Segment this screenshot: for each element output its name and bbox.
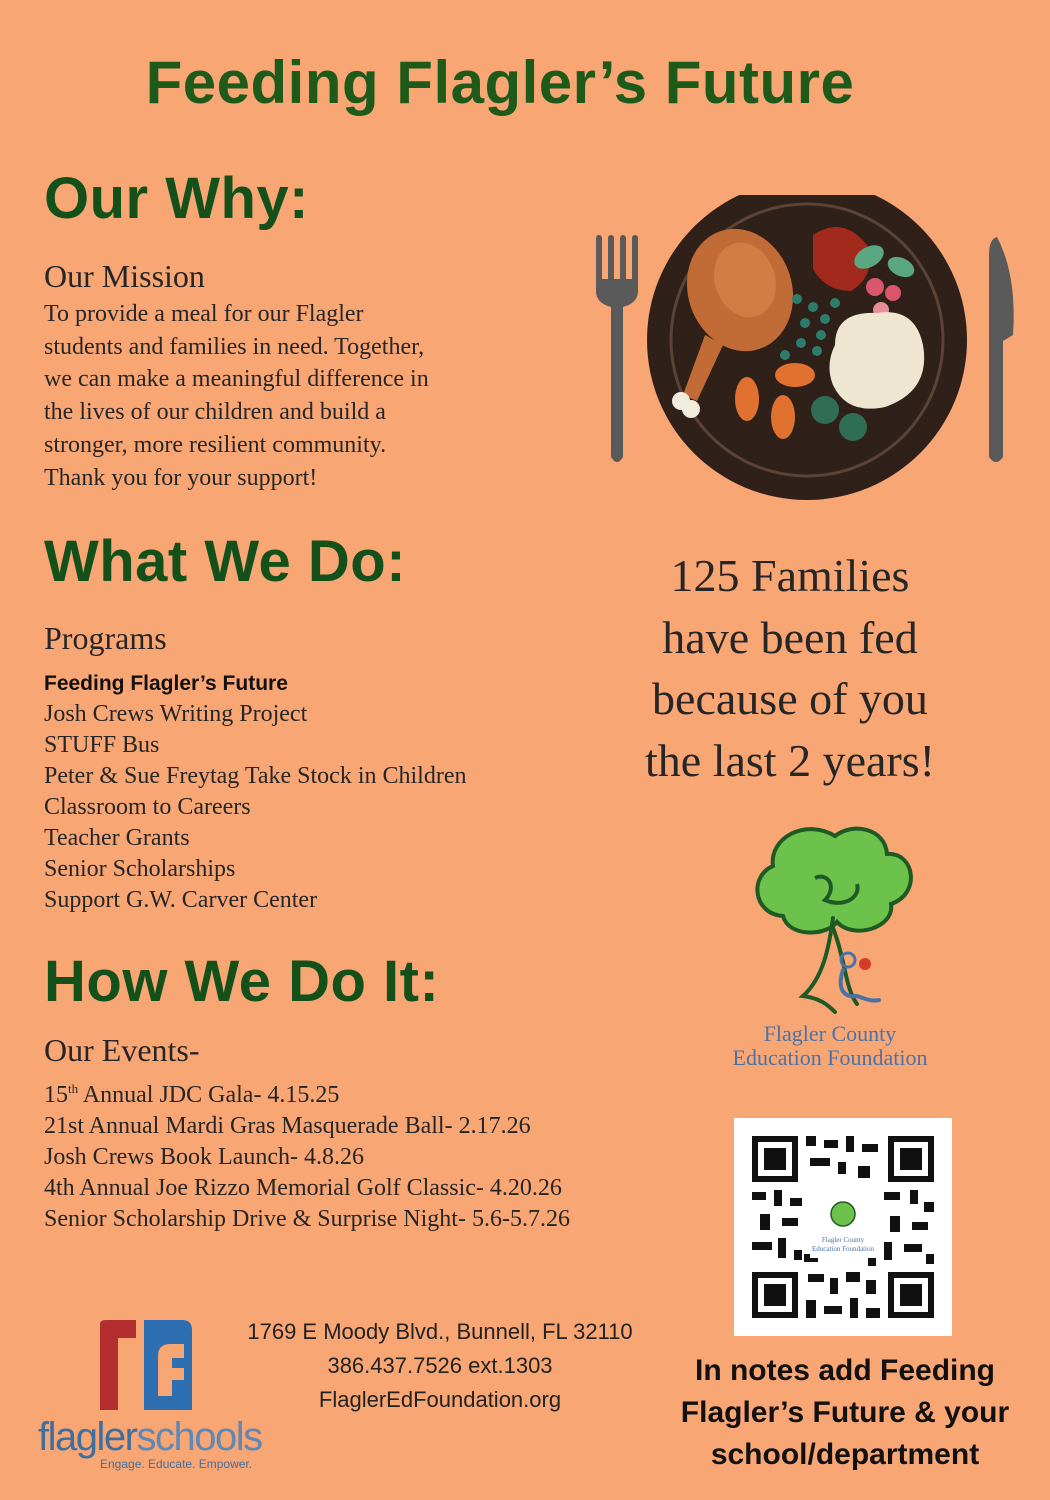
phone-text: 386.437.7526 ext.1303 (327, 1353, 553, 1378)
stat-line: have been fed (662, 611, 918, 663)
meal-plate-icon (585, 195, 1025, 505)
list-item: Josh Crews Book Launch- 4.8.26 (44, 1144, 364, 1170)
address-text: 1769 E Moody Blvd., Bunnell, FL 32110 (247, 1319, 633, 1344)
fork-icon (596, 235, 638, 462)
mission-text (44, 298, 544, 494)
what-heading: What We Do: (44, 529, 407, 594)
knife-icon (989, 237, 1014, 462)
flagler-schools-logo-icon (96, 1318, 194, 1414)
events-list (44, 1073, 570, 1235)
list-item: Feeding Flagler’s Future (44, 672, 288, 695)
mission-line: To provide a meal for our Flagler (44, 301, 364, 327)
how-heading: How We Do It: (44, 949, 440, 1014)
notes-line: In notes add Feeding (694, 1354, 995, 1387)
programs-label: Programs (44, 620, 167, 656)
page-title: Feeding Flagler’s Future (145, 49, 855, 116)
stat-line: 125 Families (670, 550, 910, 601)
list-item: Support G.W. Carver Center (44, 887, 318, 913)
programs-list (44, 668, 466, 916)
list-item: 4th Annual Joe Rizzo Memorial Golf Classic- 4.20.26 (44, 1175, 562, 1201)
contact-info (225, 1315, 655, 1417)
donation-notes-instruction (650, 1350, 1040, 1476)
list-item: 21st Annual Mardi Gras Masquerade Ball- 2.17.26 (44, 1113, 531, 1139)
foundation-name-line2: Education Foundation (732, 1045, 928, 1070)
stat-line: because of you (652, 673, 928, 724)
list-item: 15th Annual JDC Gala- 4.15.25 (44, 1081, 340, 1108)
why-heading: Our Why: (44, 166, 309, 231)
mission-line: stronger, more resilient community. (44, 431, 387, 458)
qr-logo-line1: Flagler County (821, 1236, 865, 1244)
list-item: Teacher Grants (44, 825, 190, 851)
list-item: Senior Scholarships (44, 856, 236, 882)
qr-code[interactable] (734, 1118, 952, 1336)
stat-line: the last 2 years! (645, 734, 935, 786)
mission-label: Our Mission (44, 258, 205, 294)
families-fed-stat (600, 545, 980, 791)
foundation-logo-text (705, 1022, 955, 1070)
tree-logo-icon (745, 818, 925, 1018)
foundation-name-line1: Flagler County (763, 1021, 897, 1046)
list-item: Josh Crews Writing Project (44, 701, 308, 727)
notes-line: school/department (710, 1438, 980, 1471)
flagler-schools-wordmark: flaglerschools (38, 1415, 262, 1459)
mission-line: Thank you for your support! (44, 464, 318, 491)
list-item: Classroom to Careers (44, 794, 251, 820)
qr-logo-line2: Education Foundation (811, 1245, 875, 1253)
mission-line: the lives of our children and build a (44, 399, 386, 426)
notes-line: Flagler’s Future & your (680, 1396, 1010, 1429)
flagler-schools-tagline: Engage. Educate. Empower. (100, 1457, 253, 1471)
list-item: STUFF Bus (44, 732, 160, 758)
list-item: Peter & Sue Freytag Take Stock in Children (44, 763, 467, 789)
qr-code-icon (734, 1118, 952, 1336)
list-item: Senior Scholarship Drive & Surprise Night- 5.6-5.7.26 (44, 1206, 570, 1232)
mission-line: we can make a meaningful difference in (44, 366, 429, 393)
mission-line: students and families in need. Together, (44, 333, 425, 360)
events-label: Our Events- (44, 1032, 200, 1068)
website-link[interactable]: FlaglerEdFoundation.org (318, 1387, 562, 1412)
